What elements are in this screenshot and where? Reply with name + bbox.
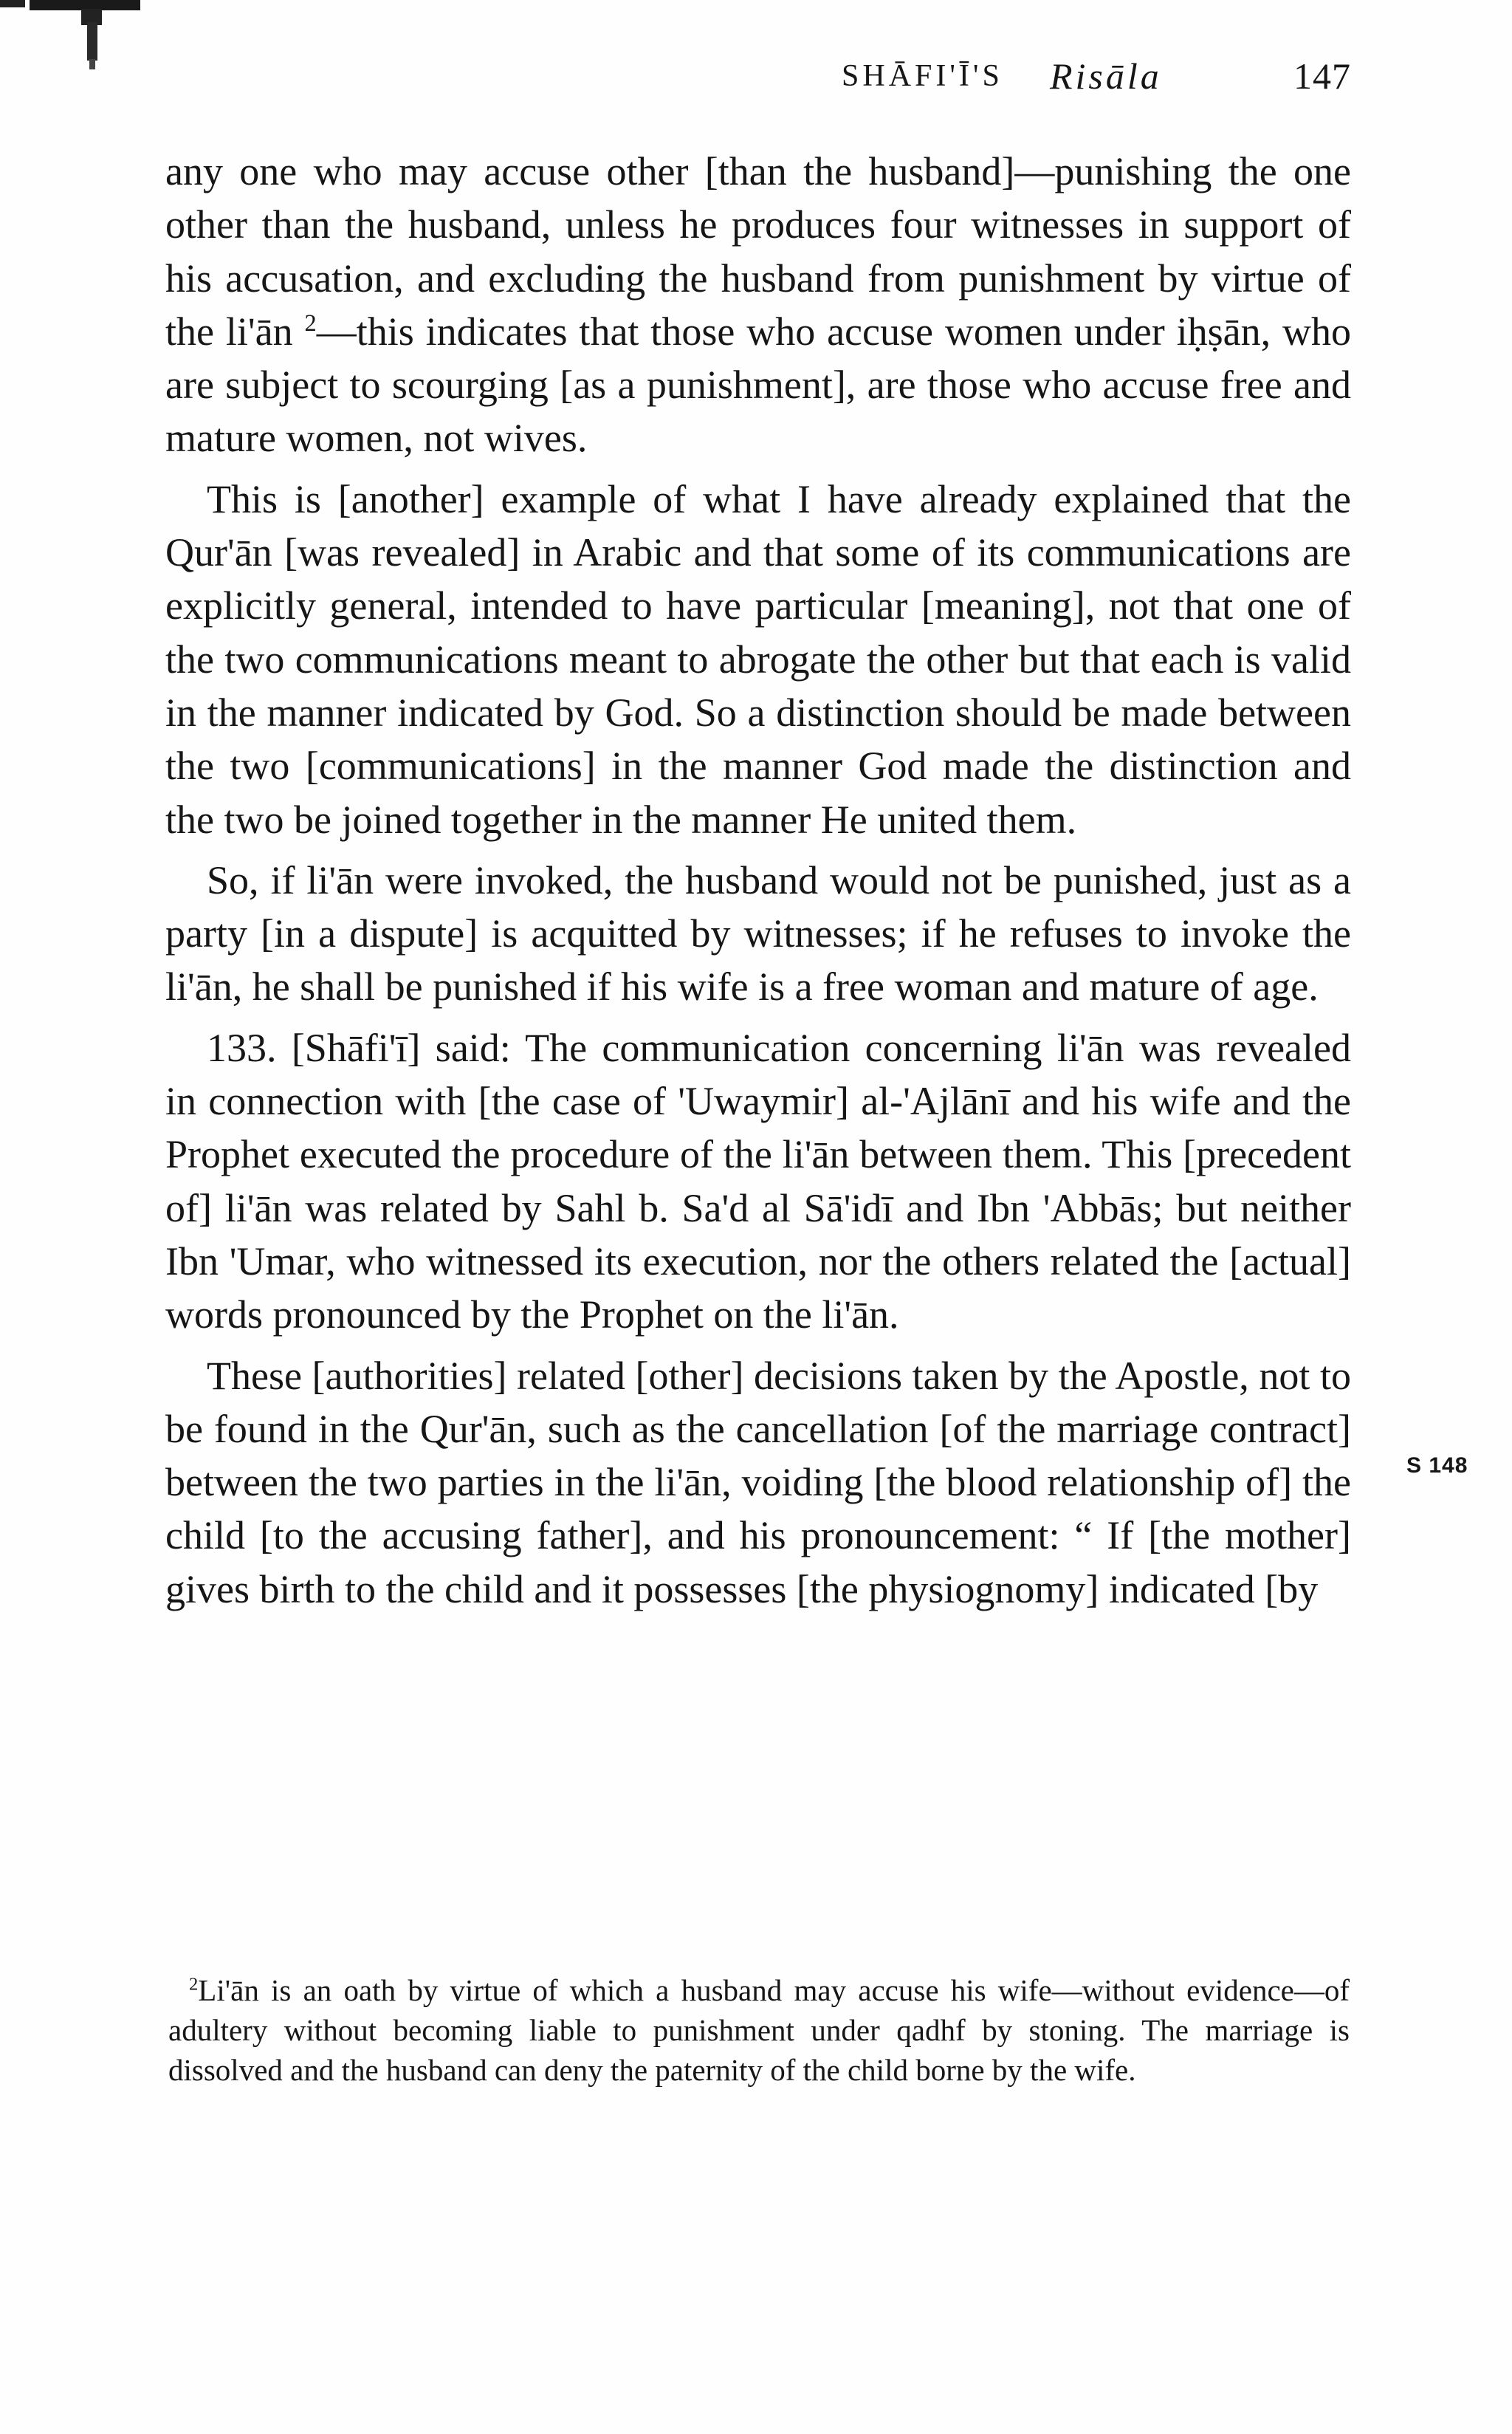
footnote <box>168 1970 1350 2090</box>
footnote-reference: 2 <box>304 309 317 337</box>
paragraph-1-text-b: —this indicates that those who accuse women under iḥṣān, who are subject to scourging [as a punishment], are those who accuse free and mature women, not wives. <box>165 309 1351 461</box>
paragraph-2: This is [another] example of what I have already explained that the Qur'ān [was revealed] in Arabic and that some of its communications are explicitly general, intended to have particular [meaning], not that one of the two communications meant to abrogate the other but that each is valid in the manner indicated by God. So a distinction should be made between the two [communications] in the manner God made the distinction and the two be joined together in the manner He united them. <box>165 476 1351 842</box>
paragraph-4-section-133: 133. [Shāfi'ī] said: The communication concerning li'ān was revealed in connection with [the case of 'Uwaymir] al-'Ajlānī and his wife and the Prophet executed the procedure of the li'ān between them. This [precedent of] li'ān was related by Sahl b. Sa'd al Sā'idī and Ibn 'Abbās; but neither Ibn 'Umar, who witnessed its execution, nor the others related the [actual] words pronounced by the Prophet on the li'ān. <box>165 1025 1351 1337</box>
running-head-title: Risāla <box>1050 55 1162 97</box>
paragraph-1-text-a: any one who may accuse other [than the husband]—punishing the one other than the husband, unless he produces four witnesses in support of his accusation, and excluding the husband from punishment by virtue of the li'ān <box>165 149 1351 354</box>
running-head-author: SHĀFI'Ī'S <box>842 59 1003 93</box>
footnote-marker: 2 <box>189 1974 199 1995</box>
margin-page-reference: S 148 <box>1406 1453 1468 1478</box>
paragraph-5: These [authorities] related [other] decisions taken by the Apostle, not to be found in the Qur'ān, such as the cancellation [of the marriage contract] between the two parties in the li'ān, voiding [the blood relationship of] the child [to the accusing father], and his pronouncement: “ If [the mother] gives birth to the child and it possesses [the physiognomy] indicated [by <box>165 1353 1351 1611</box>
paragraph-1 <box>165 145 1351 465</box>
paragraph-3: So, if li'ān were invoked, the husband would not be punished, just as a party [in a dispute] is acquitted by witnesses; if he refuses to invoke the li'ān, he shall be punished if his wife is a free woman and mature of age. <box>165 857 1351 1009</box>
footnote-text: Li'ān is an oath by virtue of which a husband may accuse his wife—without evidence—of adultery without becoming liable to punishment under qadhf by stoning. The marriage is dissolved and the husband can deny the paternity of the child borne by the wife. <box>168 1973 1350 2087</box>
scan-edge-mark <box>0 0 148 103</box>
page-number: 147 <box>1293 55 1351 97</box>
body-text <box>165 145 1351 1616</box>
